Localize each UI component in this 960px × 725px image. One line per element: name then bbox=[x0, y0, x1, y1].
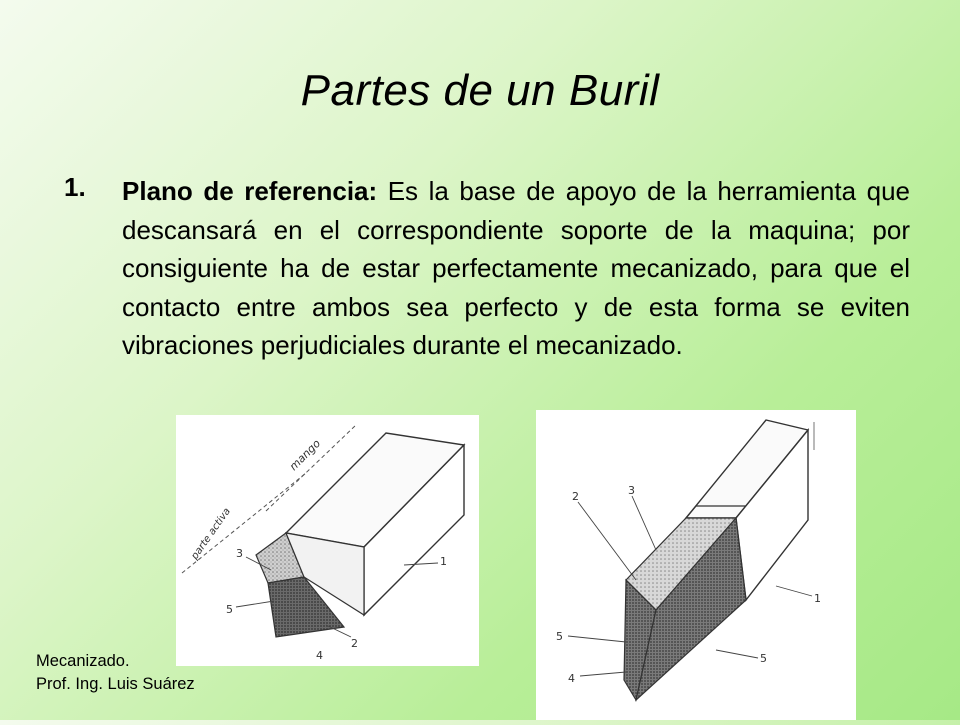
label-5-right: 5 bbox=[760, 652, 767, 665]
list-item-term: Plano de referencia: bbox=[122, 176, 378, 206]
label-3: 3 bbox=[628, 484, 635, 497]
label-mango: mango bbox=[286, 436, 324, 474]
label-4: 4 bbox=[568, 672, 575, 685]
label-1: 1 bbox=[440, 555, 447, 568]
footer-author: Prof. Ing. Luis Suárez bbox=[36, 675, 195, 693]
footer-course: Mecanizado. bbox=[36, 652, 130, 670]
tool-bit-figure-left bbox=[176, 415, 479, 666]
label-5: 5 bbox=[556, 630, 563, 643]
tool-bit-drawing-left bbox=[176, 415, 479, 666]
tool-bit-figure-right bbox=[536, 410, 856, 720]
label-2: 2 bbox=[351, 637, 358, 650]
list-item-description: Es la base de apoyo de la herramienta que descansará en el correspondiente soporte de la maquina; por consiguiente ha de estar perfectamente mecanizado, para que el contacto entre ambos sea perfecto y de esta forma se eviten vibraciones perjudiciales durante el mecanizado. bbox=[122, 176, 910, 360]
list-item-body bbox=[122, 172, 910, 365]
footer-credits bbox=[36, 650, 195, 696]
label-1: 1 bbox=[814, 592, 821, 605]
label-4: 4 bbox=[316, 649, 323, 662]
list-item bbox=[64, 172, 910, 365]
label-5: 5 bbox=[226, 603, 233, 616]
list-item-number: 1. bbox=[64, 172, 86, 202]
label-parte-activa: parte activa bbox=[189, 506, 233, 562]
label-3: 3 bbox=[236, 547, 243, 560]
tool-bit-drawing-right bbox=[536, 410, 856, 720]
label-2: 2 bbox=[572, 490, 579, 503]
slide-title: Partes de un Buril bbox=[300, 66, 660, 115]
